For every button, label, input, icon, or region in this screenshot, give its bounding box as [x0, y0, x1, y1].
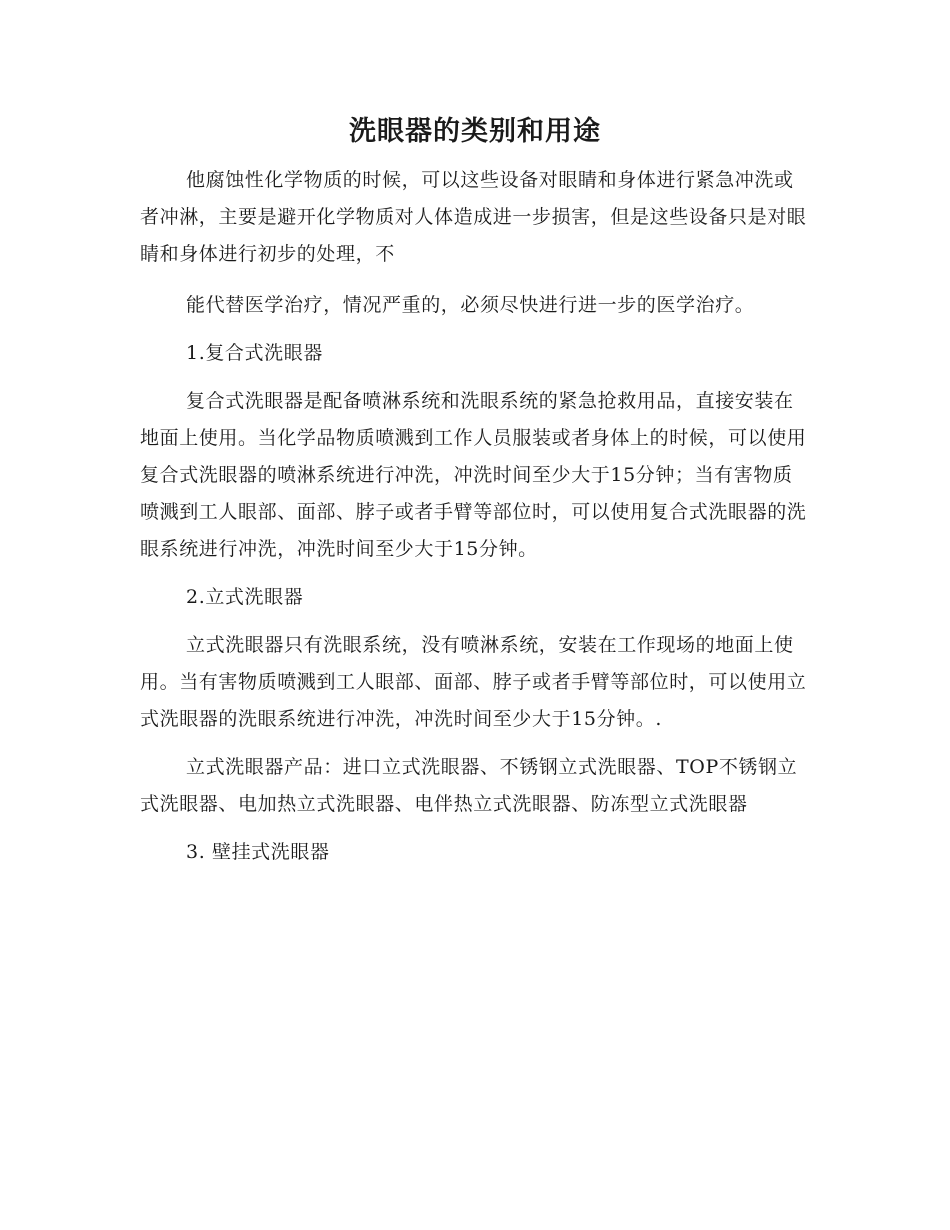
- paragraph-standing-products: 立式洗眼器产品：进口立式洗眼器、不锈钢立式洗眼器、TOP不锈钢立式洗眼器、电加热立式洗眼器、电伴热立式洗眼器、防冻型立式洗眼器: [140, 756, 798, 815]
- section-heading-standing: 2.立式洗眼器: [186, 586, 304, 608]
- paragraph-compound: 复合式洗眼器是配备喷淋系统和洗眼系统的紧急抢救用品，直接安装在地面上使用。当化学品物质喷溅到工作人员服装或者身体上的时候，可以使用复合式洗眼器的喷淋系统进行冲洗，冲洗时间至少大于15分钟；当有害物质喷溅到工人眼部、面部、脖子或者手臂等部位时，可以使用复合式洗眼器的洗眼系统进行冲洗，冲洗时间至少大于15分钟。: [140, 390, 807, 560]
- paragraph-standing: 立式洗眼器只有洗眼系统，没有喷淋系统，安装在工作现场的地面上使用。当有害物质喷溅到工人眼部、面部、脖子或者手臂等部位时，可以使用立式洗眼器的洗眼系统进行冲洗，冲洗时间至少大于15分钟。.: [140, 634, 807, 730]
- section-heading-compound: 1.复合式洗眼器: [186, 342, 323, 364]
- paragraph-intro-continued: 能代替医学治疗，情况严重的，必须尽快进行进一步的医学治疗。: [186, 294, 755, 316]
- paragraph-intro: 他腐蚀性化学物质的时候，可以这些设备对眼睛和身体进行紧急冲洗或者冲淋，主要是避开化学物质对人体造成进一步损害，但是这些设备只是对眼睛和身体进行初步的处理，不: [140, 169, 807, 265]
- document-body: [140, 162, 808, 871]
- page-title: 洗眼器的类别和用途: [349, 116, 601, 147]
- section-heading-wall-mounted: 3. 壁挂式洗眼器: [186, 841, 330, 863]
